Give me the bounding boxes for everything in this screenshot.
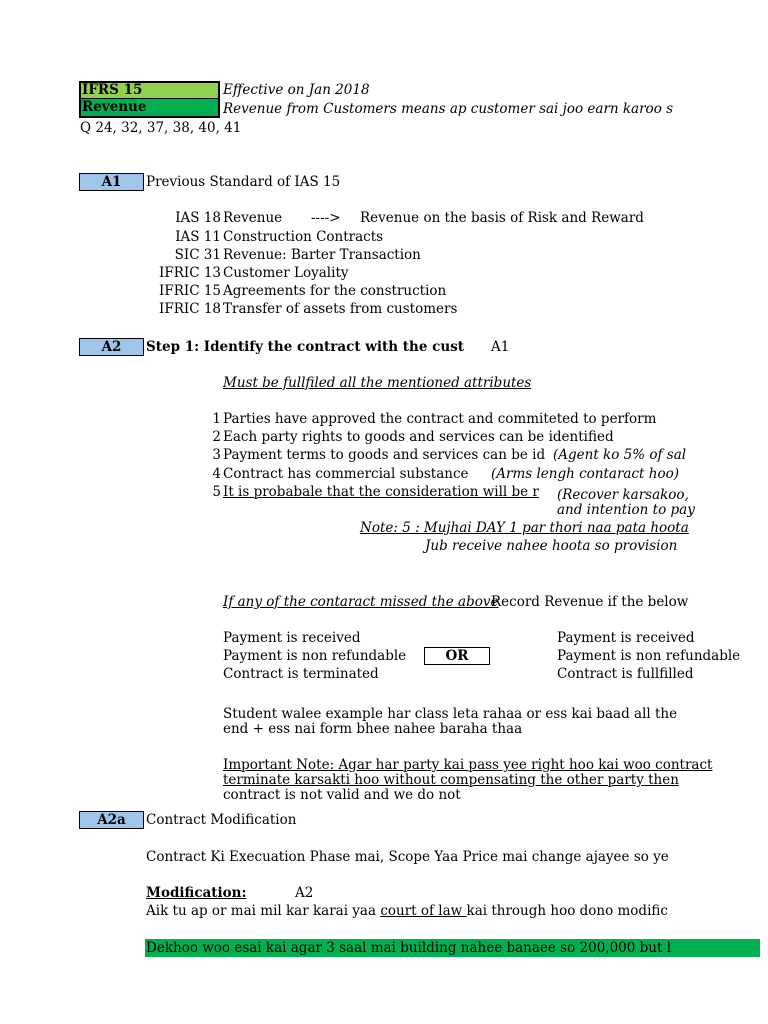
a2-ref: A1: [491, 339, 510, 355]
a1-row-name: Customer Loyality: [223, 265, 349, 281]
attr-text: Payment terms to goods and services can be id: [223, 447, 546, 463]
left-condition: Payment is non refundable: [223, 648, 407, 664]
student-example-line2: end + ess nai form bhee nahee baraha thaa: [223, 721, 523, 737]
important-note-block: [223, 756, 713, 803]
attr-number: 3: [212, 447, 221, 463]
a1-row-code: IAS 11: [175, 229, 221, 245]
modification-line: [146, 902, 696, 920]
a1-title: Previous Standard of IAS 15: [146, 174, 341, 190]
attr-number: 1: [212, 411, 221, 427]
left-condition: Contract is terminated: [223, 666, 379, 682]
revenue-definition: Revenue from Customers means ap customer sai joo earn karoo s: [223, 101, 674, 117]
modification-ref: A2: [295, 885, 314, 901]
arms-length-note: (Arms lengh contaract hoo): [491, 466, 679, 482]
recover-note: (Recover karsakoo,: [557, 487, 689, 503]
student-example-line1: Student walee example har class leta rahaa or ess kai baad all the: [223, 706, 678, 722]
risk-reward-note: Revenue on the basis of Risk and Reward: [360, 210, 644, 226]
a1-row-name: Revenue: Barter Transaction: [223, 247, 421, 263]
effective-date: Effective on Jan 2018: [223, 82, 370, 98]
revenue-cell: Revenue: [79, 99, 220, 118]
must-fulfil-heading: Must be fullfiled all the mentioned attributes: [223, 375, 532, 391]
a1-row-name: Construction Contracts: [223, 229, 384, 245]
a1-row-code: IFRIC 13: [159, 265, 221, 281]
provision-note: Jub receive nahee hoota so provision: [425, 538, 678, 554]
modification-line-a: Aik tu ap or mai mil kar karai yaa: [146, 903, 381, 919]
attr-number: 4: [212, 466, 221, 482]
ifrs-15-cell: IFRS 15: [79, 81, 220, 99]
execution-phase-line: Contract Ki Execuation Phase mai, Scope Yaa Price mai change ajayee so ye: [146, 849, 669, 865]
attr-text: Parties have approved the contract and commiteted to perform: [223, 411, 657, 427]
left-condition: Payment is received: [223, 630, 361, 646]
modification-line-c: kai through hoo dono modific: [466, 903, 668, 919]
important-note-line1: Important Note: Agar har party kai pass yee right hoo kai woo contract: [223, 757, 713, 773]
important-note-line2: terminate karsakti hoo without compensating the other party then: [223, 772, 679, 788]
a1-row-name: Transfer of assets from customers: [223, 301, 458, 317]
a1-row-code: SIC 31: [174, 247, 221, 263]
a2-title: Step 1: Identify the contract with the cust: [146, 339, 465, 355]
attr-number: 5: [212, 484, 221, 500]
right-condition: Contract is fullfilled: [557, 666, 694, 682]
attr-text: Each party rights to goods and services can be identified: [223, 429, 614, 445]
attr-text: Contract has commercial substance: [223, 466, 469, 482]
missed-contract-heading: If any of the contaract missed the above: [223, 594, 499, 610]
intention-note: and intention to pay: [557, 502, 695, 518]
a2a-tag: A2a: [79, 811, 144, 829]
a1-row-code: IFRIC 18: [159, 301, 221, 317]
a1-row-name: Agreements for the construction: [223, 283, 447, 299]
right-condition: Payment is received: [557, 630, 695, 646]
a1-row-name: Revenue: [223, 210, 283, 226]
arrow-text: ---->: [311, 210, 341, 226]
note-5: Note: 5 : Mujhai DAY 1 par thori naa pata hoota: [360, 520, 689, 536]
attr-text: It is probabale that the consideration will be r: [223, 484, 539, 500]
a2-tag: A2: [79, 338, 144, 356]
a2a-title: Contract Modification: [146, 812, 297, 828]
a1-row-code: IAS 18: [175, 210, 221, 226]
court-of-law: court of law: [380, 903, 467, 919]
a1-row-code: IFRIC 15: [159, 283, 221, 299]
or-box: OR: [424, 647, 490, 665]
highlight-row: Dekhoo woo esai kai agar 3 saal mai building nahee banaee so 200,000 but l: [145, 939, 760, 957]
right-condition: Payment is non refundable: [557, 648, 741, 664]
a1-tag: A1: [79, 173, 144, 191]
attr-number: 2: [212, 429, 221, 445]
agent-note: (Agent ko 5% of sal: [553, 447, 687, 463]
record-revenue-heading: Record Revenue if the below: [491, 594, 689, 610]
important-note-line3: contract is not valid and we do not: [223, 787, 461, 803]
modification-label: Modification:: [146, 885, 247, 901]
question-refs: Q 24, 32, 37, 38, 40, 41: [80, 120, 242, 136]
